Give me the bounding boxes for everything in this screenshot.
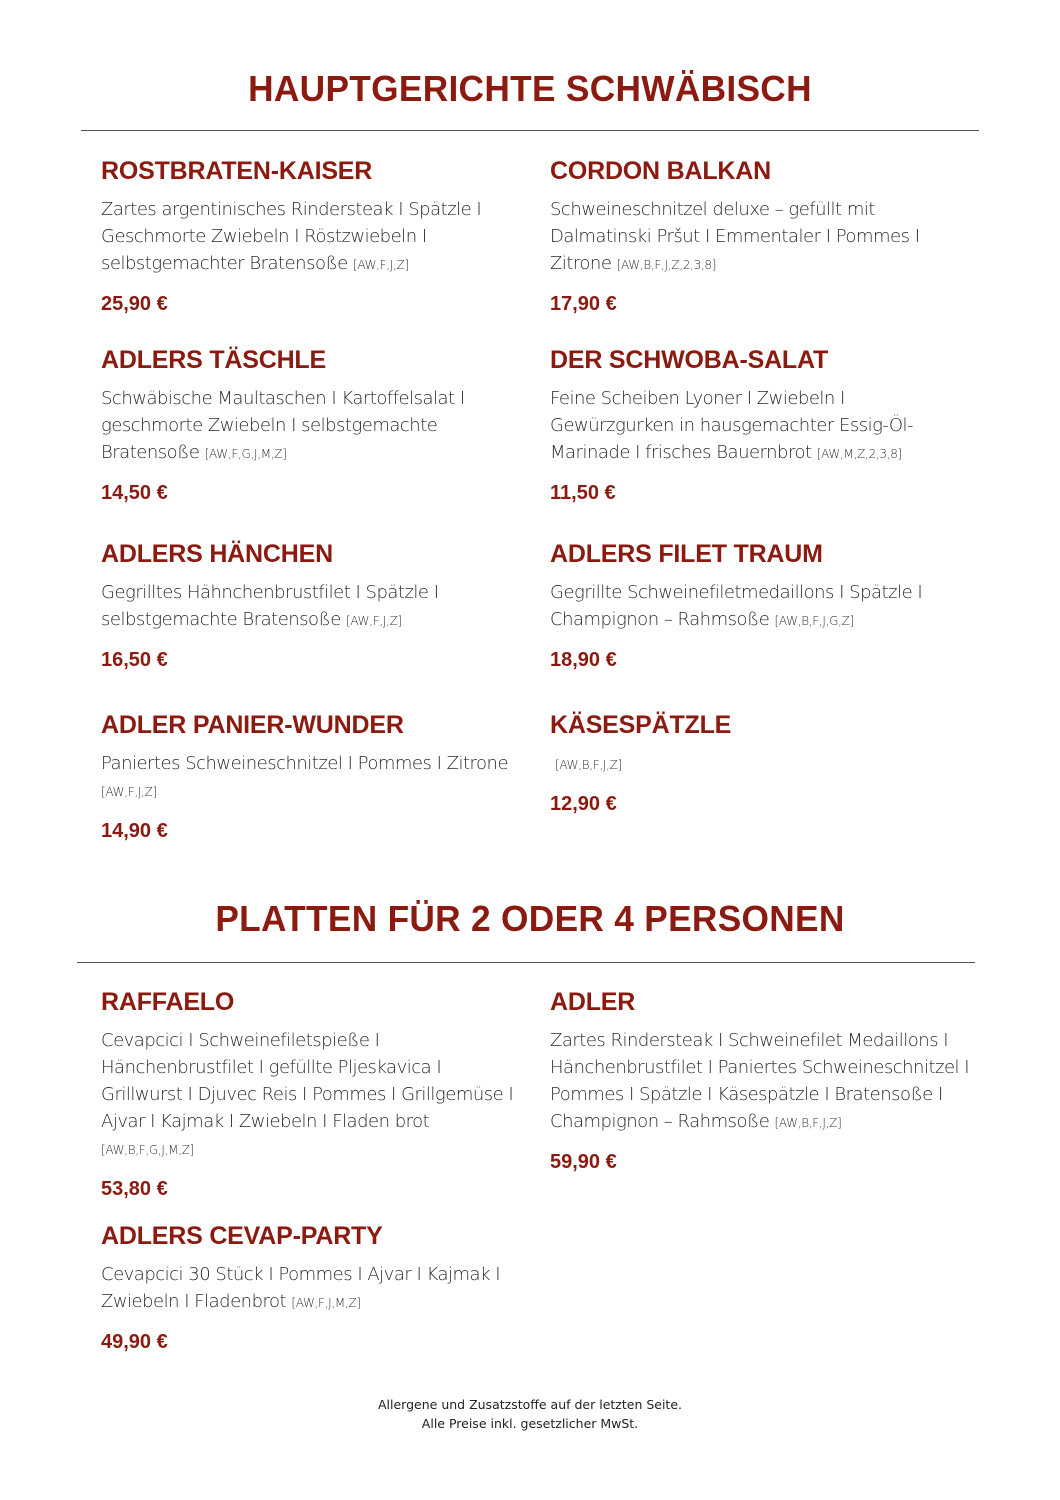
- item-allergens: [AW,B,F,J,Z]: [774, 1116, 842, 1130]
- item-name: ADLER: [550, 988, 636, 1016]
- footer-note: [0, 1395, 1060, 1433]
- section-divider: [77, 962, 975, 963]
- menu-item: [550, 539, 970, 673]
- footer-allergen-note: Allergene und Zusatzstoffe auf der letzten Seite.: [378, 1397, 682, 1412]
- menu-item: [550, 345, 970, 506]
- item-price: 11,50 €: [550, 482, 616, 504]
- item-allergens: [AW,F,J,Z]: [352, 258, 409, 272]
- item-description: Schweineschnitzel deluxe – gefüllt mit Dalmatinski Pršut I Emmentaler I Pommes I Zitrone [AW,B,F,J,Z,2,3,8]: [550, 199, 920, 274]
- item-allergens: [AW,B,F,J,Z,2,3,8]: [616, 258, 717, 272]
- item-price: 49,90 €: [101, 1331, 168, 1353]
- item-name: CORDON BALKAN: [550, 157, 771, 185]
- item-name: ADLERS FILET TRAUM: [550, 540, 823, 568]
- menu-item: [101, 710, 521, 844]
- menu-item: [101, 156, 521, 317]
- item-description: Gegrilltes Hähnchenbrustfilet I Spätzle I selbstgemachte Bratensoße [AW,F,J,Z]: [101, 582, 439, 630]
- item-description: Zartes argentinisches Rindersteak I Spätzle I Geschmorte Zwiebeln I Röstzwiebeln I selbstgemachter Bratensoße [AW,F,J,Z]: [101, 199, 482, 274]
- item-allergens: [AW,F,J,M,Z]: [291, 1296, 361, 1310]
- item-allergens: [AW,M,Z,2,3,8]: [816, 447, 902, 461]
- item-name: ADLERS HÄNCHEN: [101, 540, 333, 568]
- item-description: [550, 750, 970, 779]
- section-divider: [81, 130, 979, 131]
- menu-item: [550, 156, 970, 317]
- item-name: KÄSESPÄTZLE: [550, 711, 732, 739]
- item-description: Gegrillte Schweinefiletmedaillons I Spätzle I Champignon – Rahmsoße [AW,B,F,J,G,Z]: [550, 582, 923, 630]
- menu-item: [101, 987, 521, 1202]
- item-allergens: [AW,F,J,Z]: [346, 614, 402, 628]
- menu-item: [550, 710, 970, 817]
- item-name: ROSTBRATEN-KAISER: [101, 157, 373, 185]
- item-name: ADLERS TÄSCHLE: [101, 346, 326, 374]
- item-name: DER SCHWOBA-SALAT: [550, 346, 829, 374]
- menu-item: [101, 1221, 521, 1355]
- menu-item: [101, 539, 521, 673]
- item-description: Zartes Rindersteak I Schweinefilet Medaillons I Hänchenbrustfilet I Paniertes Schweineschnitzel I Pommes I Spätzle I Käsespätzle I Bratensoße I Champignon – Rahmsoße [AW,B,F,J,Z]: [550, 1030, 970, 1132]
- item-allergens: [AW,B,F,J,G,Z]: [774, 614, 854, 628]
- item-description: Paniertes Schweineschnitzel I Pommes I Zitrone [AW,F,J,Z]: [101, 753, 509, 799]
- item-price: 14,50 €: [101, 482, 168, 504]
- item-price: 17,90 €: [550, 293, 617, 315]
- item-allergens: [AW,B,F,J,Z]: [555, 758, 622, 772]
- item-description: Schwäbische Maultaschen I Kartoffelsalat I geschmorte Zwiebeln I selbstgemachte Bratensoße [AW,F,G,J,M,Z]: [101, 388, 465, 463]
- item-allergens: [AW,F,J,Z]: [101, 785, 157, 799]
- item-price: 14,90 €: [101, 820, 168, 842]
- menu-item: [101, 345, 521, 506]
- item-name: RAFFAELO: [101, 988, 235, 1016]
- item-description: Feine Scheiben Lyoner I Zwiebeln I Gewürzgurken in hausgemachter Essig-Öl-Marinade I frisches Bauernbrot [AW,M,Z,2,3,8]: [550, 388, 914, 463]
- item-price: 12,90 €: [550, 793, 617, 815]
- item-allergens: [AW,F,G,J,M,Z]: [204, 447, 287, 461]
- item-price: 16,50 €: [101, 649, 168, 671]
- item-description: Cevapcici I Schweinefiletspieße I Hänchenbrustfilet I gefüllte Pljeskavica I Grillwurst I Djuvec Reis I Pommes I Grillgemüse I Ajvar I Kajmak I Zwiebeln I Fladen brot [AW,B,F,G,J,M,Z]: [101, 1030, 514, 1157]
- item-price: 18,90 €: [550, 649, 617, 671]
- menu-item: [550, 987, 970, 1175]
- item-price: 53,80 €: [101, 1178, 168, 1200]
- item-name: ADLERS CEVAP-PARTY: [101, 1222, 383, 1250]
- item-price: 59,90 €: [550, 1151, 617, 1173]
- footer-vat-note: Alle Preise inkl. gesetzlicher MwSt.: [421, 1416, 639, 1431]
- item-allergens: [AW,B,F,G,J,M,Z]: [101, 1143, 195, 1157]
- section-title-platten: PLATTEN FÜR 2 ODER 4 PERSONEN: [215, 898, 845, 939]
- item-name: ADLER PANIER-WUNDER: [101, 711, 404, 739]
- section-title-hauptgerichte: HAUPTGERICHTE SCHWÄBISCH: [248, 68, 812, 109]
- item-description: Cevapcici 30 Stück I Pommes I Ajvar I Kajmak I Zwiebeln I Fladenbrot [AW,F,J,M,Z]: [101, 1264, 501, 1312]
- item-price: 25,90 €: [101, 293, 168, 315]
